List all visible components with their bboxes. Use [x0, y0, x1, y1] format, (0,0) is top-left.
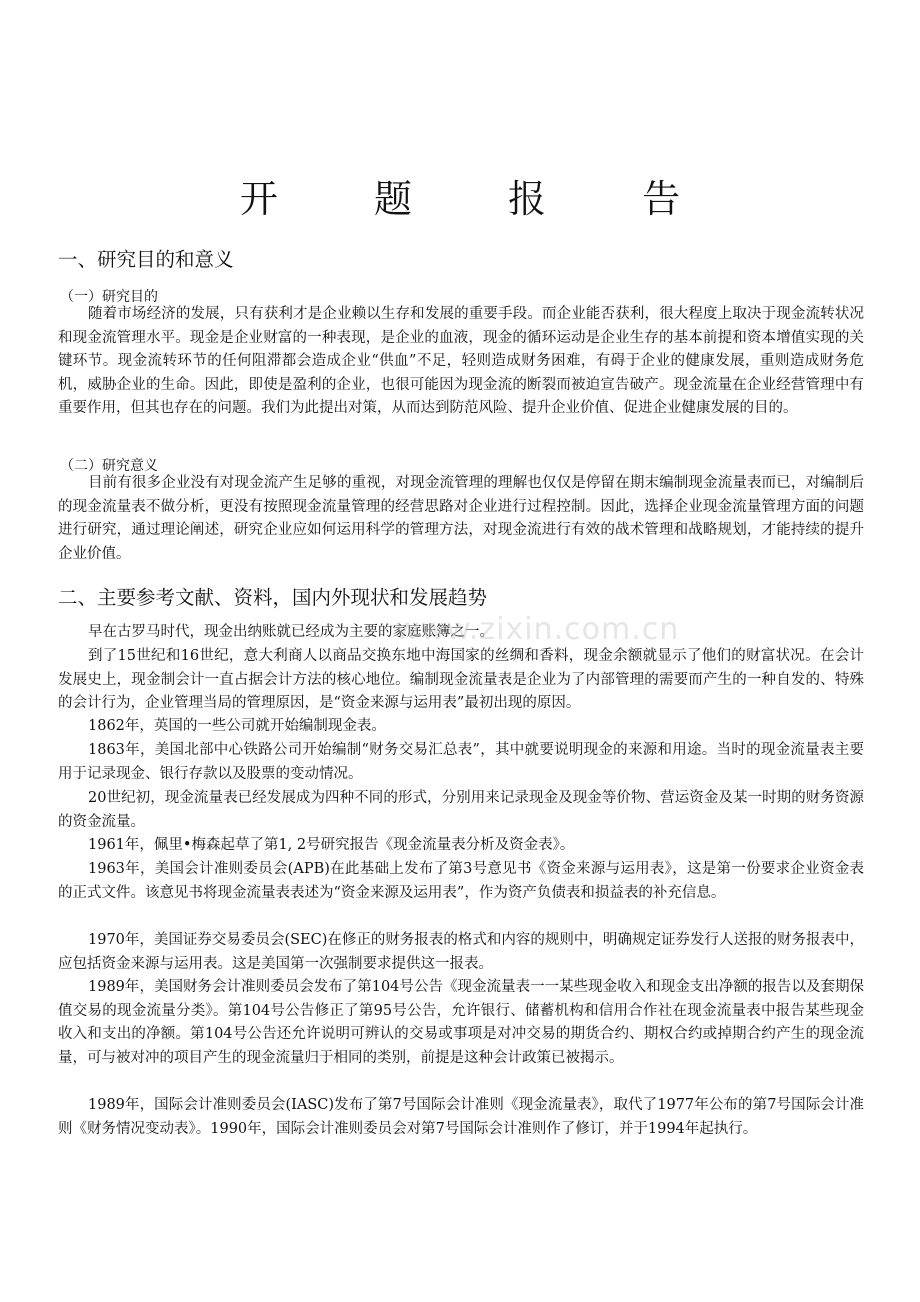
- section-heading-2: 二、主要参考文献、资料，国内外现状和发展趋势: [58, 586, 488, 609]
- paragraph-history-8: 1970年，美国证券交易委员会(SEC)在修正的财务报表的格式和内容的规则中，明确规定证券发行人送报的财务报表中，应包括资金来源与运用表。这是美国第一次强制要求提供这一报表。: [58, 932, 864, 972]
- paragraph-history-6: 1961年，佩里•梅森起草了第1, 2号研究报告《现金流量表分析及资金表》。: [88, 837, 575, 853]
- paragraph-history-3: 1862年，英国的一些公司就开始编制现金表。: [88, 718, 386, 734]
- paragraph-history-2: 到了15世纪和16世纪，意大利商人以商品交换东地中海国家的丝绸和香料，现金余额就显示了他们的财富状况。在会计发展史上，现金制会计一直占据会计方法的核心地位。编制现金流量表是企业为了内部管理的需要而产生的一种自发的、特殊的会计行为，企业管理当局的管理原因，是“资金来源与运用表”最初出现的原因。: [58, 648, 864, 711]
- paragraph-history-4: 1863年，美国北部中心铁路公司开始编制“财务交易汇总表”，其中就要说明现金的来源和用途。当时的现金流量表主要用于记录现金、银行存款以及股票的变动情况。: [58, 742, 864, 782]
- subsection-heading-purpose: （一）研究目的: [60, 289, 158, 305]
- paragraph-history-5: 20世纪初，现金流量表已经发展成为四种不同的形式，分别用来记录现金及现金等价物、营运资金及某一时期的财务资源的资金流量。: [58, 790, 864, 830]
- section-heading-1: 一、研究目的和意义: [58, 248, 234, 271]
- paragraph-history-7: 1963年，美国会计准则委员会(APB)在此基础上发布了第3号意见书《资金来源与运用表》，这是第一份要求企业资金表的正式文件。该意见书将现金流量表表述为“资金来源及运用表”，作为资产负债表和损益表的补充信息。: [58, 861, 864, 901]
- subsection-heading-significance: （二）研究意义: [60, 458, 158, 474]
- paragraph-history-9: 1989年，美国财务会计准则委员会发布了第104号公告《现金流量表一一某些现金收入和现金支出净额的报告以及套期保值交易的现金流量分类》。第104号公告修正了第95号公告，允许银行、储蓄机构和信用合作社在现金流量表中报告某些现金收入和支出的净额。第104号公告还允许说明可辨认的交易或事项是对冲交易的期货合约、期权合约或掉期合约产生的现金流量，可与被对冲的项目产生的现金流量归于相同的类别，前提是这种会计政策已被揭示。: [58, 979, 864, 1066]
- paragraph-history-1: 早在古罗马时代，现金出纳账就已经成为主要的家庭账簿之一。: [88, 624, 494, 640]
- paragraph-history-10: 1989年，国际会计准则委员会(IASC)发布了第7号国际会计准则《现金流量表》，取代了1977年公布的第7号国际会计准则《财务情况变动表》。1990年，国际会计准则委员会对第7号国际会计准则作了修订，并于1994年起执行。: [58, 1097, 864, 1137]
- paragraph-significance: 目前有很多企业没有对现金流产生足够的重视，对现金流管理的理解也仅仅是停留在期末编制现金流量表而已，对编制后的现金流量表不做分析，更没有按照现金流量管理的经营思路对企业进行过程控制。因此，选择企业现金流量管理方面的问题进行研究，通过理论阐述，研究企业应如何运用科学的管理方法，对现金流进行有效的战术管理和战略规划，才能持续的提升企业价值。: [58, 475, 864, 562]
- watermark-text: www.zixin.com.cn: [395, 612, 680, 647]
- paragraph-purpose: 随着市场经济的发展，只有获利才是企业赖以生存和发展的重要手段。而企业能否获利，很大程度上取决于现金流转状况和现金流管理水平。现金是企业财富的一种表现，是企业的血液，现金的循环运动是企业生存的基本前提和资本增值实现的关键环节。现金流转环节的任何阻滞都会造成企业“供血”不足，轻则造成财务困难，有碍于企业的健康发展，重则造成财务危机，威胁企业的生命。因此，即使是盈利的企业，也很可能因为现金流的断裂而被迫宣告破产。现金流量在企业经营管理中有重要作用，但其也存在的问题。我们为此提出对策，从而达到防范风险、提升企业价值、促进企业健康发展的目的。: [58, 306, 864, 416]
- page-title: 开 题 报 告: [239, 177, 723, 221]
